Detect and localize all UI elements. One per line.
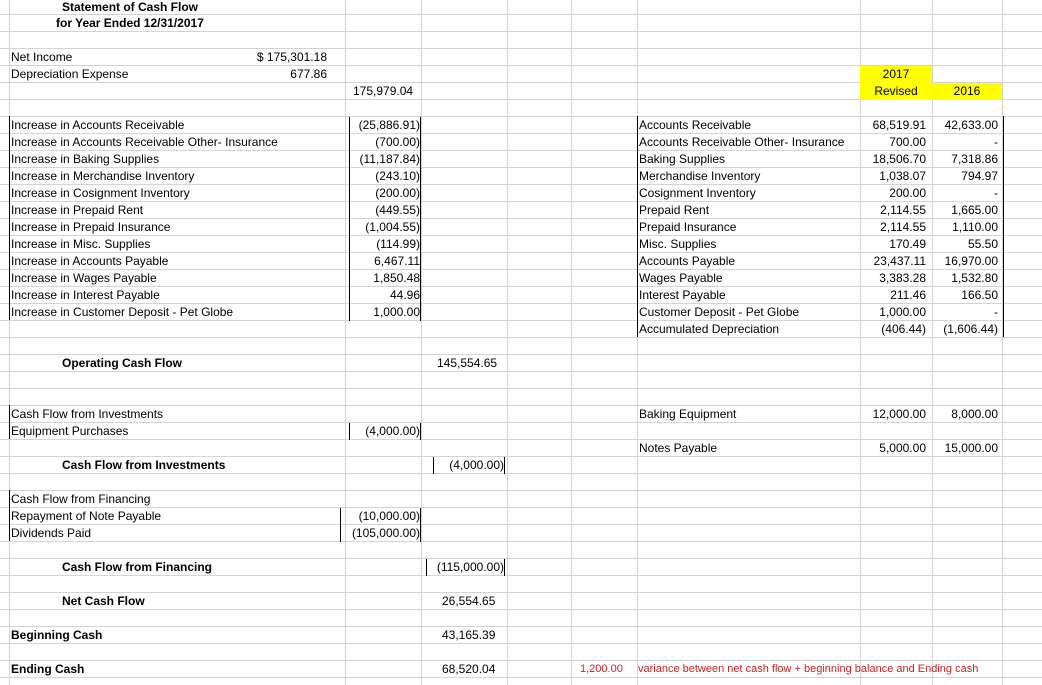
change-label[interactable]: Increase in Customer Deposit - Pet Globe <box>11 305 234 319</box>
operating-label[interactable]: Operating Cash Flow <box>62 356 183 370</box>
balance-label[interactable]: Misc. Supplies <box>639 237 717 251</box>
repayment-value[interactable]: (10,000.00) <box>340 508 421 525</box>
balance-label[interactable]: Customer Deposit - Pet Globe <box>639 305 800 319</box>
change-label[interactable]: Increase in Accounts Payable <box>11 254 169 268</box>
header-2016[interactable]: 2016 <box>932 83 1002 100</box>
dividends-value[interactable]: (105,000.00) <box>340 525 421 542</box>
change-value[interactable]: (1,004.55) <box>349 219 421 236</box>
balance-2016-value[interactable]: 42,633.00 <box>944 118 998 132</box>
balance-label[interactable]: Merchandise Inventory <box>639 169 761 183</box>
investments-total-label[interactable]: Cash Flow from Investments <box>62 458 226 472</box>
balance-label[interactable]: Prepaid Rent <box>639 203 710 217</box>
balance-2017-value[interactable]: 170.49 <box>889 237 926 251</box>
sheet-subtitle[interactable]: for Year Ended 12/31/2017 <box>56 16 204 30</box>
grid-row-line <box>0 541 1042 542</box>
grid-row-line <box>0 592 1042 593</box>
change-label[interactable]: Increase in Wages Payable <box>11 271 157 285</box>
balance-label[interactable]: Accumulated Depreciation <box>639 322 780 336</box>
income-subtotal[interactable]: 175,979.04 <box>353 84 414 98</box>
equipment-value[interactable]: (4,000.00) <box>349 423 421 440</box>
sheet-title[interactable]: Statement of Cash Flow <box>62 0 199 14</box>
balance-2017-value[interactable]: 3,383.28 <box>879 271 926 285</box>
ending-cash-value[interactable]: 68,520.04 <box>442 662 496 676</box>
change-value[interactable]: 44.96 <box>349 287 421 304</box>
equipment-label[interactable]: Equipment Purchases <box>11 424 129 438</box>
grid-col-line <box>637 0 638 685</box>
grid-col-line <box>421 0 422 685</box>
change-value[interactable]: 1,000.00 <box>349 304 421 321</box>
net-cash-value[interactable]: 26,554.65 <box>442 594 496 608</box>
balance-2016-value[interactable]: 1,665.00 <box>951 203 998 217</box>
balance-2016-value[interactable]: 55.50 <box>967 237 998 251</box>
header-revised[interactable]: Revised <box>860 83 932 100</box>
balance-label[interactable]: Baking Supplies <box>639 152 726 166</box>
header-2017[interactable]: 2017 <box>860 66 932 83</box>
balance-2016-value[interactable]: 794.97 <box>961 169 998 183</box>
grid-row-line <box>0 643 1042 644</box>
change-label[interactable]: Increase in Accounts Receivable Other- Insurance <box>11 135 278 149</box>
notes-payable-2016[interactable]: 15,000.00 <box>944 441 998 455</box>
change-label[interactable]: Increase in Prepaid Rent <box>11 203 144 217</box>
grid-row-line <box>0 388 1042 389</box>
baking-equipment-label[interactable]: Baking Equipment <box>639 407 737 421</box>
change-value[interactable]: (114.99) <box>349 236 421 253</box>
baking-equipment-2016[interactable]: 8,000.00 <box>951 407 998 421</box>
grid-col-line <box>345 0 346 685</box>
change-label[interactable]: Increase in Cosignment Inventory <box>11 186 190 200</box>
investments-header[interactable]: Cash Flow from Investments <box>11 407 164 421</box>
balance-2017-value[interactable]: 23,437.11 <box>873 254 926 268</box>
financing-total-value[interactable]: (115,000.00) <box>426 559 505 576</box>
grid-row-line <box>0 609 1042 610</box>
investments-total-value[interactable]: (4,000.00) <box>433 457 505 474</box>
change-label[interactable]: Increase in Interest Payable <box>11 288 160 302</box>
balance-label[interactable]: Cosignment Inventory <box>639 186 756 200</box>
grid-col-line <box>1002 0 1003 685</box>
net-income-label[interactable]: Net Income <box>11 50 73 64</box>
net-cash-label[interactable]: Net Cash Flow <box>62 594 145 608</box>
balance-label[interactable]: Wages Payable <box>639 271 723 285</box>
dividends-label[interactable]: Dividends Paid <box>11 526 92 540</box>
balance-2016-value[interactable]: 7,318.86 <box>951 152 998 166</box>
change-value[interactable]: (449.55) <box>349 202 421 219</box>
change-label[interactable]: Increase in Baking Supplies <box>11 152 160 166</box>
baking-equipment-2017[interactable]: 12,000.00 <box>872 407 926 421</box>
balance-2016-value[interactable]: 1,110.00 <box>952 220 998 234</box>
balance-2016-value[interactable]: (1,606.44) <box>943 322 998 336</box>
beginning-cash-label[interactable]: Beginning Cash <box>11 628 103 642</box>
change-value[interactable]: 6,467.11 <box>349 253 421 270</box>
net-income-value[interactable]: $ 175,301.18 <box>256 50 327 64</box>
balance-2017-value[interactable]: 200.00 <box>889 186 926 200</box>
depreciation-label[interactable]: Depreciation Expense <box>11 67 129 81</box>
balance-2016-value[interactable]: 16,970.00 <box>944 254 998 268</box>
balance-2017-value[interactable]: 211.46 <box>890 288 926 302</box>
balance-2016-value[interactable]: - <box>994 186 998 200</box>
change-value[interactable]: (700.00) <box>349 134 421 151</box>
balance-2016-value[interactable]: 1,532.80 <box>951 271 998 285</box>
balance-label[interactable]: Prepaid Insurance <box>639 220 737 234</box>
balance-label[interactable]: Accounts Payable <box>639 254 736 268</box>
variance-note[interactable]: variance between net cash flow + beginning balance and Ending cash <box>638 663 979 675</box>
balance-label[interactable]: Accounts Receivable <box>639 118 752 132</box>
change-value[interactable]: (11,187.84) <box>349 151 421 168</box>
balance-2016-value[interactable]: - <box>994 135 998 149</box>
balance-2016-value[interactable]: - <box>994 305 998 319</box>
balance-2017-value[interactable]: 1,038.07 <box>879 169 926 183</box>
balance-2017-value[interactable]: (406.44) <box>881 322 926 336</box>
balance-2017-value[interactable]: 2,114.55 <box>880 220 926 234</box>
grid-row-line <box>0 626 1042 627</box>
variance-value[interactable]: 1,200.00 <box>580 663 623 675</box>
financing-total-label[interactable]: Cash Flow from Financing <box>62 560 213 574</box>
grid-row-line <box>0 48 1042 49</box>
depreciation-value[interactable]: 677.86 <box>290 67 327 81</box>
grid-col-line <box>571 0 572 685</box>
grid-col-line <box>9 0 10 685</box>
beginning-cash-value[interactable]: 43,165.39 <box>442 628 496 642</box>
change-value[interactable]: 1,850.48 <box>349 270 421 287</box>
operating-value[interactable]: 145,554.65 <box>437 356 498 370</box>
ending-cash-label[interactable]: Ending Cash <box>11 662 85 676</box>
change-value[interactable]: (200.00) <box>349 185 421 202</box>
notes-payable-2017[interactable]: 5,000.00 <box>879 441 926 455</box>
change-label[interactable]: Increase in Misc. Supplies <box>11 237 151 251</box>
change-value[interactable]: (25,886.91) <box>349 117 421 134</box>
balance-2017-value[interactable]: 1,000.00 <box>879 305 926 319</box>
change-value[interactable]: (243.10) <box>349 168 421 185</box>
financing-header[interactable]: Cash Flow from Financing <box>11 492 151 506</box>
balance-2017-value[interactable]: 68,519.91 <box>872 118 926 132</box>
change-label[interactable]: Increase in Merchandise Inventory <box>11 169 195 183</box>
balance-label[interactable]: Interest Payable <box>639 288 726 302</box>
change-label[interactable]: Increase in Accounts Receivable <box>11 118 185 132</box>
grid-col-line <box>860 0 861 685</box>
notes-payable-label[interactable]: Notes Payable <box>639 441 718 455</box>
balance-2017-value[interactable]: 18,506.70 <box>872 152 926 166</box>
grid-col-line <box>507 0 508 685</box>
balance-2017-value[interactable]: 2,114.55 <box>880 203 926 217</box>
balance-label[interactable]: Accounts Receivable Other- Insurance <box>639 135 845 149</box>
repayment-label[interactable]: Repayment of Note Payable <box>11 509 162 523</box>
balance-2017-value[interactable]: 700.00 <box>889 135 926 149</box>
balance-2016-value[interactable]: 166.50 <box>961 288 998 302</box>
change-label[interactable]: Increase in Prepaid Insurance <box>11 220 171 234</box>
grid-col-line <box>932 0 933 685</box>
